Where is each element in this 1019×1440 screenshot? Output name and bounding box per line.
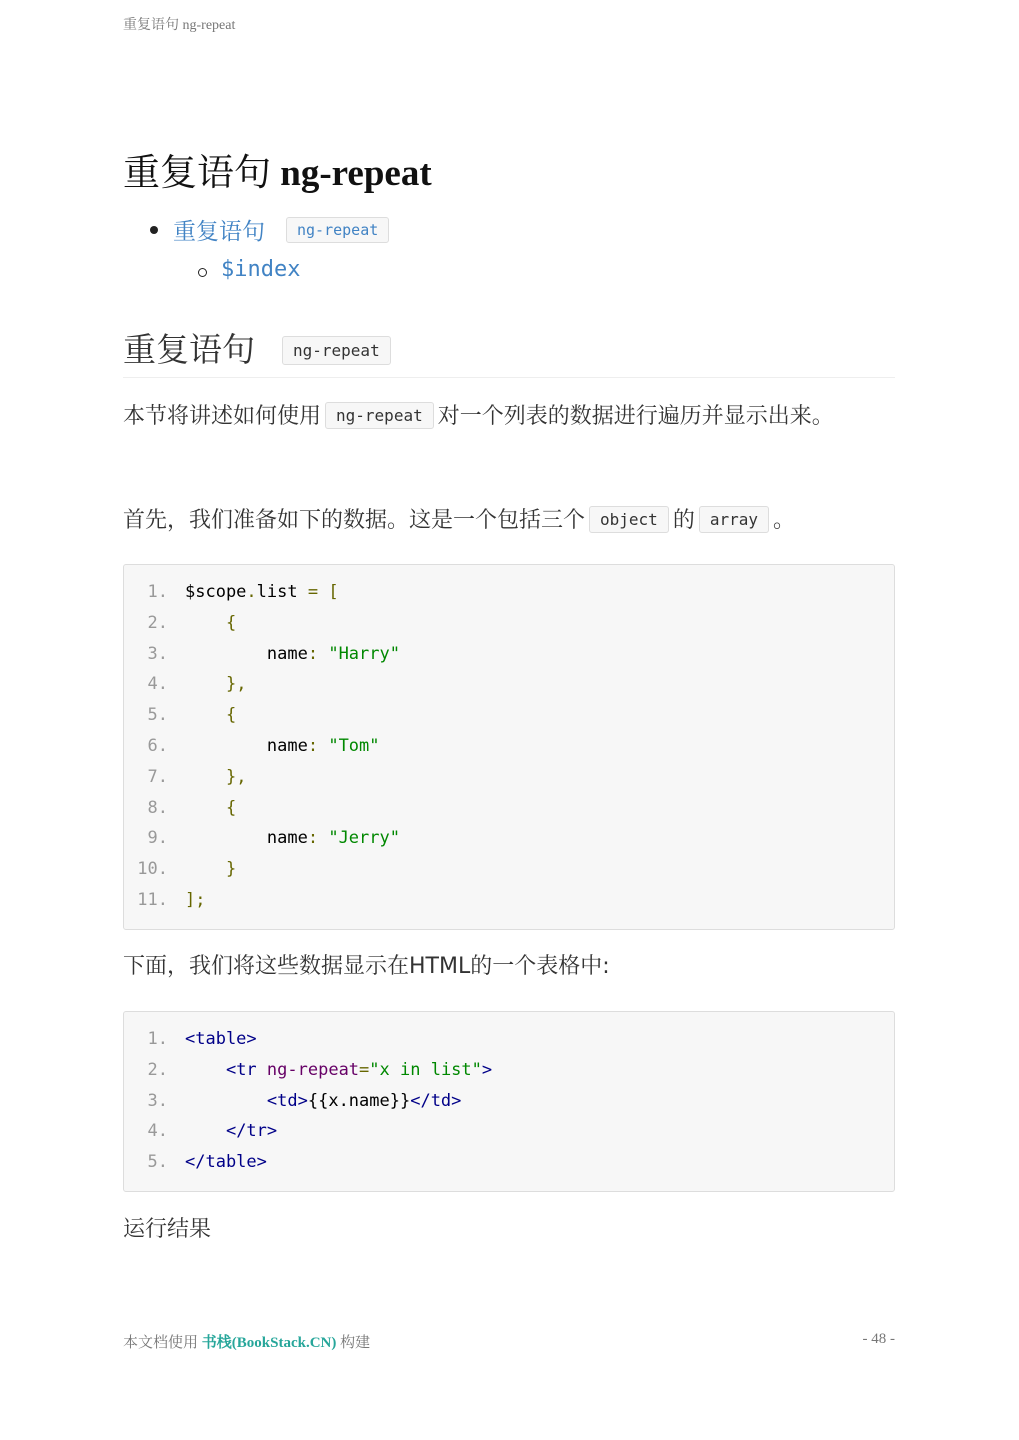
line-number: 1.	[147, 1029, 168, 1049]
line-number: 5.	[147, 1152, 168, 1173]
code-block-js	[123, 564, 895, 930]
bullet-disc-icon	[150, 226, 158, 234]
code-text: </table>	[185, 1152, 267, 1173]
page-title	[123, 142, 432, 196]
code-line	[124, 854, 894, 885]
code-text: },	[225, 766, 247, 787]
intro-paragraph	[123, 396, 903, 439]
running-header: 重复语句 ng-repeat	[123, 18, 236, 33]
line-number: 10.	[137, 859, 168, 880]
section-heading	[123, 318, 895, 378]
bullet-circle-icon	[198, 268, 207, 277]
code-text: <tr ng-repeat="x in list">	[225, 1059, 493, 1080]
line-number: 2.	[147, 1059, 168, 1080]
code-line	[124, 731, 894, 762]
text-span: 的	[672, 508, 695, 533]
code-text: {	[225, 612, 237, 633]
section-heading-text: 重复语句	[123, 330, 255, 369]
inline-code-object: object	[589, 506, 669, 533]
code-text: </tr>	[225, 1121, 278, 1142]
html-paragraph: 下面，我们将这些数据显示在HTML的一个表格中:	[123, 954, 610, 979]
line-number: 4.	[147, 674, 168, 695]
code-text: }	[225, 859, 237, 880]
code-text: },	[225, 674, 247, 695]
code-line	[124, 1024, 894, 1055]
code-line	[124, 1086, 894, 1117]
inline-code: ng-repeat	[325, 402, 434, 429]
code-line	[124, 1147, 894, 1178]
page-title-zh: 重复语句	[123, 153, 271, 194]
code-text: <table>	[185, 1029, 257, 1049]
footer-brand-link[interactable]: 书栈(BookStack.CN)	[201, 1335, 337, 1351]
code-block-html	[123, 1011, 895, 1192]
code-line	[124, 669, 894, 700]
code-text: $scope.list = [	[185, 582, 339, 602]
code-text: name: "Tom"	[185, 735, 380, 756]
code-line	[124, 1055, 894, 1086]
code-line	[124, 1116, 894, 1147]
code-line	[124, 823, 894, 854]
line-number: 2.	[147, 612, 168, 633]
line-number: 5.	[147, 705, 168, 726]
text-span: 本节将讲述如何使用	[123, 404, 322, 429]
line-number: 9.	[147, 828, 168, 849]
code-text: name: "Harry"	[185, 643, 400, 664]
code-line	[124, 793, 894, 824]
data-paragraph	[123, 500, 903, 543]
code-line	[124, 885, 894, 916]
line-number: 4.	[147, 1121, 168, 1142]
code-text: name: "Jerry"	[185, 828, 400, 849]
toc-link-code[interactable]: ng-repeat	[286, 217, 389, 243]
line-number: 1.	[147, 582, 168, 602]
page-title-en: ng-repeat	[280, 153, 432, 194]
code-line	[124, 608, 894, 639]
text-span: 对一个列表的数据进行遍历并显示出来。	[437, 404, 834, 429]
line-number: 8.	[147, 797, 168, 818]
text-span: 。	[773, 508, 796, 533]
code-line	[124, 577, 894, 608]
code-text: ];	[185, 889, 206, 910]
line-number: 7.	[147, 766, 168, 787]
text-span: 首先，我们准备如下的数据。这是一个包括三个	[123, 508, 586, 533]
line-number: 3.	[147, 643, 168, 664]
footer-suffix: 构建	[340, 1335, 371, 1351]
line-number: 3.	[147, 1090, 168, 1111]
result-paragraph: 运行结果	[123, 1217, 212, 1242]
footer-prefix: 本文档使用	[123, 1335, 199, 1351]
line-number: 11.	[137, 889, 168, 910]
line-number: 6.	[147, 735, 168, 756]
code-line	[124, 762, 894, 793]
toc-link-index[interactable]: $index	[221, 257, 301, 282]
page-number: - 48 -	[862, 1331, 895, 1347]
code-text: <td>{{x.name}}</td>	[266, 1090, 462, 1111]
code-line	[124, 639, 894, 670]
code-text: {	[225, 797, 237, 818]
code-line	[124, 700, 894, 731]
footer-credit	[123, 1331, 370, 1352]
code-text: {	[225, 705, 237, 726]
inline-code-array: array	[699, 506, 769, 533]
toc-link-repeat[interactable]: 重复语句	[173, 219, 265, 245]
section-heading-code: ng-repeat	[282, 336, 391, 365]
